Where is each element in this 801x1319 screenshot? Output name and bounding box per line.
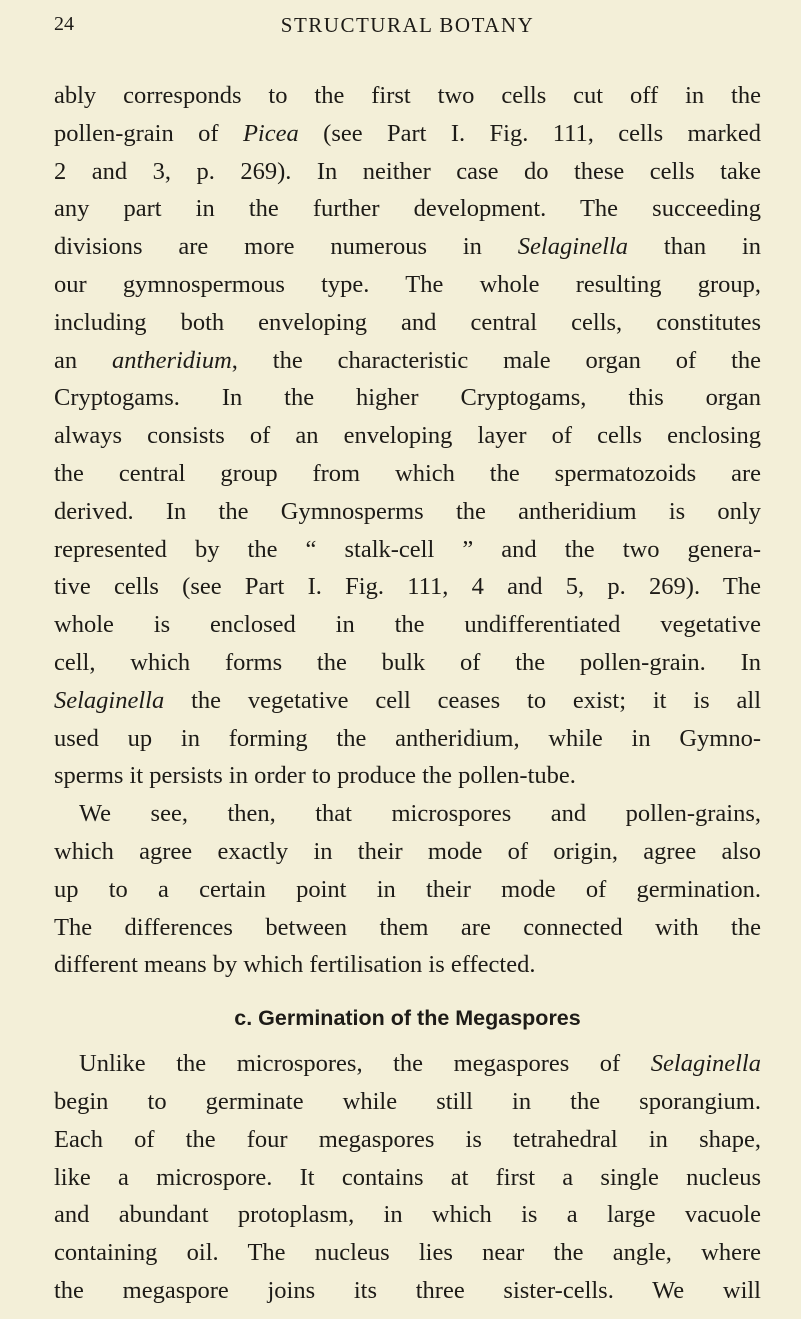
text-run: (see Part I. Fig. 111, cells marked	[298, 119, 761, 147]
text-line	[54, 342, 761, 380]
body-text	[54, 77, 761, 1310]
text-line	[54, 115, 761, 153]
running-head	[54, 0, 761, 54]
italic-taxon: Picea	[242, 119, 299, 147]
text-line: the megaspore joins its three sister-cells. We will	[54, 1276, 761, 1304]
text-line: whole is enclosed in the undifferentiated vegetative	[54, 611, 761, 639]
running-title: STRUCTURAL BOTANY	[280, 13, 535, 37]
text-run: pollen-grain of	[54, 119, 243, 147]
text-line: begin to germinate while still in the sporangium.	[54, 1087, 761, 1115]
text-line: like a microspore. It contains at first a single nucleus	[54, 1163, 761, 1191]
text-line: different means by which fertilisation is effected.	[54, 951, 536, 979]
text-line: up to a certain point in their mode of germination.	[54, 875, 761, 903]
text-line: sperms it persists in order to produce the pollen-tube.	[54, 762, 576, 790]
paragraph-3	[54, 1045, 761, 1310]
text-line: always consists of an enveloping layer of cells enclosing	[54, 422, 761, 450]
text-line: including both enveloping and central cells, constitutes	[54, 308, 761, 336]
text-line: tive cells (see Part I. Fig. 111, 4 and 5, p. 269). The	[54, 573, 761, 601]
paragraph-2	[54, 795, 761, 984]
text-line	[54, 1045, 761, 1083]
text-run: Unlike the microspores, the megaspores of	[79, 1050, 651, 1078]
text-run: , the characteristic male organ of the	[231, 346, 761, 374]
italic-taxon: Selaginella	[54, 686, 165, 714]
text-run: the vegetative cell ceases to exist; it is all	[164, 686, 761, 714]
text-line: 2 and 3, p. 269). In neither case do these cells take	[54, 157, 761, 185]
text-line: cell, which forms the bulk of the pollen-grain. In	[54, 648, 761, 676]
text-line: The differences between them are connected with the	[54, 913, 761, 941]
text-line	[54, 682, 761, 720]
text-line: any part in the further development. The succeeding	[54, 195, 761, 223]
text-line: which agree exactly in their mode of origin, agree also	[54, 837, 761, 865]
text-run: an	[54, 346, 113, 374]
text-line	[54, 228, 761, 266]
text-line: ably corresponds to the first two cells cut off in the	[54, 82, 761, 109]
text-line: our gymnospermous type. The whole resulting group,	[54, 270, 761, 298]
text-line: Each of the four megaspores is tetrahedral in shape,	[54, 1125, 761, 1153]
text-line: Cryptogams. In the higher Cryptogams, this organ	[54, 384, 761, 412]
text-line: We see, then, that microspores and pollen-grains,	[79, 800, 761, 828]
italic-taxon: Selaginella	[650, 1050, 761, 1078]
text-line: used up in forming the antheridium, while in Gymno-	[54, 724, 761, 752]
paragraph-1	[54, 77, 761, 795]
page-number: 24	[54, 13, 74, 35]
text-line: and abundant protoplasm, in which is a large vacuole	[54, 1201, 761, 1229]
text-line: the central group from which the spermatozoids are	[54, 459, 761, 487]
text-line: containing oil. The nucleus lies near the angle, where	[54, 1239, 761, 1267]
text-line: represented by the “ stalk-cell ” and the two genera-	[54, 535, 761, 563]
text-line: derived. In the Gymnosperms the antheridium is only	[54, 497, 761, 525]
text-run: divisions are more numerous in	[54, 233, 518, 261]
italic-taxon: Selaginella	[517, 233, 629, 261]
italic-term: antheridium	[112, 346, 232, 374]
text-run: than in	[628, 233, 761, 261]
section-heading: c. Germination of the Megaspores	[234, 1006, 581, 1031]
